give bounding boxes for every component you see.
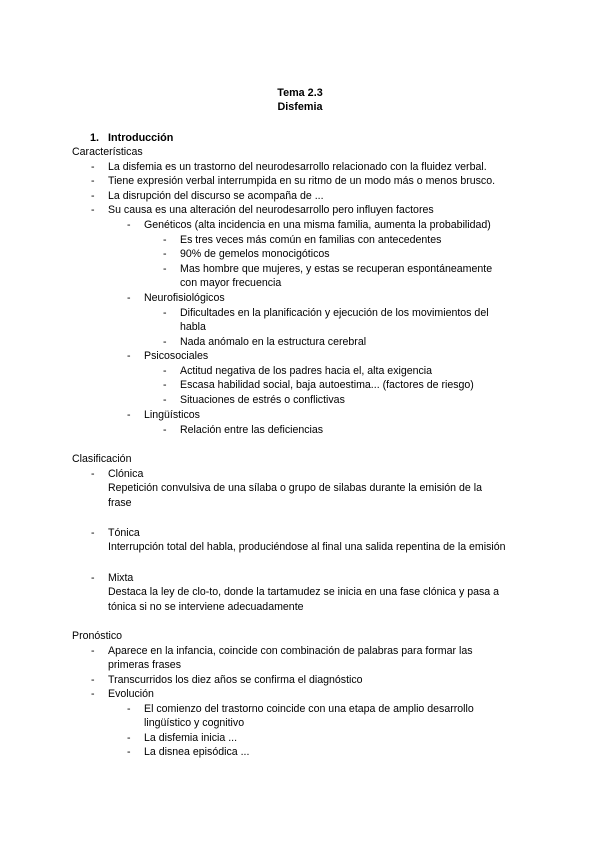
list-item: - Mas hombre que mujeres, y estas se recuperan espontáneamente	[163, 262, 493, 275]
factor-ling-block	[127, 408, 200, 422]
factor-psico-block	[127, 349, 209, 363]
caracteristicas-label: Características	[72, 146, 143, 158]
factor-genetico: - Genéticos (alta incidencia en una misma familia, aumenta la probabilidad)	[127, 219, 491, 231]
list-item: - Actitud negativa de los padres hacia el, alta exigencia	[163, 365, 433, 377]
list-item-continued: con mayor frecuencia	[180, 277, 282, 290]
pronostico-label: Pronóstico	[72, 630, 123, 642]
clasificacion-mixta	[91, 571, 500, 614]
list-item: - Tiene expresión verbal interrumpida en su ritmo de un modo más o menos brusco.	[91, 175, 496, 188]
list-item: - Evolución	[91, 688, 154, 701]
factores-list	[127, 218, 491, 232]
list-item: - Transcurridos los diez años se confirma el diagnóstico	[91, 673, 363, 686]
list-item: - Es tres veces más común en familias con antecedentes	[163, 234, 442, 246]
genetico-sublist	[163, 233, 493, 291]
list-item: - Clónica	[91, 468, 144, 480]
doc-topic: Tema 2.3	[277, 87, 323, 99]
item-description: Repetición convulsiva de una sílaba o grupo de silabas durante la emisión de la	[108, 482, 482, 495]
item-description: Destaca la ley de clo-to, donde la tartamudez se inicia en una fase clónica y pasa a	[108, 586, 500, 599]
list-item: - Escasa habilidad social, baja autoestima... (factores de riesgo)	[163, 379, 474, 392]
list-item: - La disfemia es un trastorno del neurodesarrollo relacionado con la fluidez verbal.	[91, 161, 487, 173]
psico-sublist	[163, 364, 474, 407]
item-description: tónica si no se interviene adecuadamente	[108, 600, 304, 613]
list-item: - La disnea episódica ...	[127, 746, 250, 759]
list-item: - La disrupción del discurso se acompaña de ...	[91, 189, 324, 202]
list-item: - Dificultades en la planificación y ejecución de los movimientos del	[163, 307, 489, 319]
doc-title: Disfemia	[277, 101, 323, 113]
item-description: Interrupción total del habla, produciéndose al final una salida repentina de la emisión	[108, 541, 506, 554]
list-item: - Tónica	[91, 527, 140, 539]
pronostico-list	[91, 644, 473, 702]
list-item: - La disfemia inicia ...	[127, 731, 238, 744]
list-item-continued: habla	[180, 321, 206, 334]
list-item: - Nada anómalo en la estructura cerebral	[163, 335, 367, 348]
item-description: frase	[108, 496, 132, 509]
ling-sublist	[163, 423, 324, 437]
list-item-continued: primeras frases	[108, 659, 181, 672]
list-item: - Relación entre las deficiencias	[163, 424, 324, 436]
list-item: - El comienzo del trastorno coincide con una etapa de amplio desarrollo	[127, 703, 474, 715]
neuro-sublist	[163, 306, 489, 349]
evolucion-sublist	[127, 702, 474, 760]
clasificacion-label: Clasificación	[72, 453, 132, 465]
factor-neuro-block	[127, 291, 225, 305]
factor-psicosocial: - Psicosociales	[127, 350, 209, 362]
section-number: 1.	[90, 132, 100, 144]
caracteristicas-list	[91, 160, 496, 218]
factor-neurofisiologico: - Neurofisiológicos	[127, 292, 225, 304]
section-heading	[90, 131, 173, 145]
section-heading-label: Introducción	[108, 132, 174, 144]
factor-linguistico: - Lingüísticos	[127, 409, 200, 421]
list-item: - Su causa es una alteración del neurodesarrollo pero influyen factores	[91, 204, 434, 217]
clasificacion-tonica	[91, 526, 506, 555]
list-item: - Situaciones de estrés o conflictivas	[163, 393, 345, 406]
list-item: - 90% de gemelos monocigóticos	[163, 248, 330, 261]
list-item: - Mixta	[91, 572, 134, 584]
list-item: - Aparece en la infancia, coincide con combinación de palabras para formar las	[91, 645, 473, 657]
list-item-continued: lingüístico y cognitivo	[144, 717, 245, 730]
clasificacion-clonica	[91, 467, 482, 510]
